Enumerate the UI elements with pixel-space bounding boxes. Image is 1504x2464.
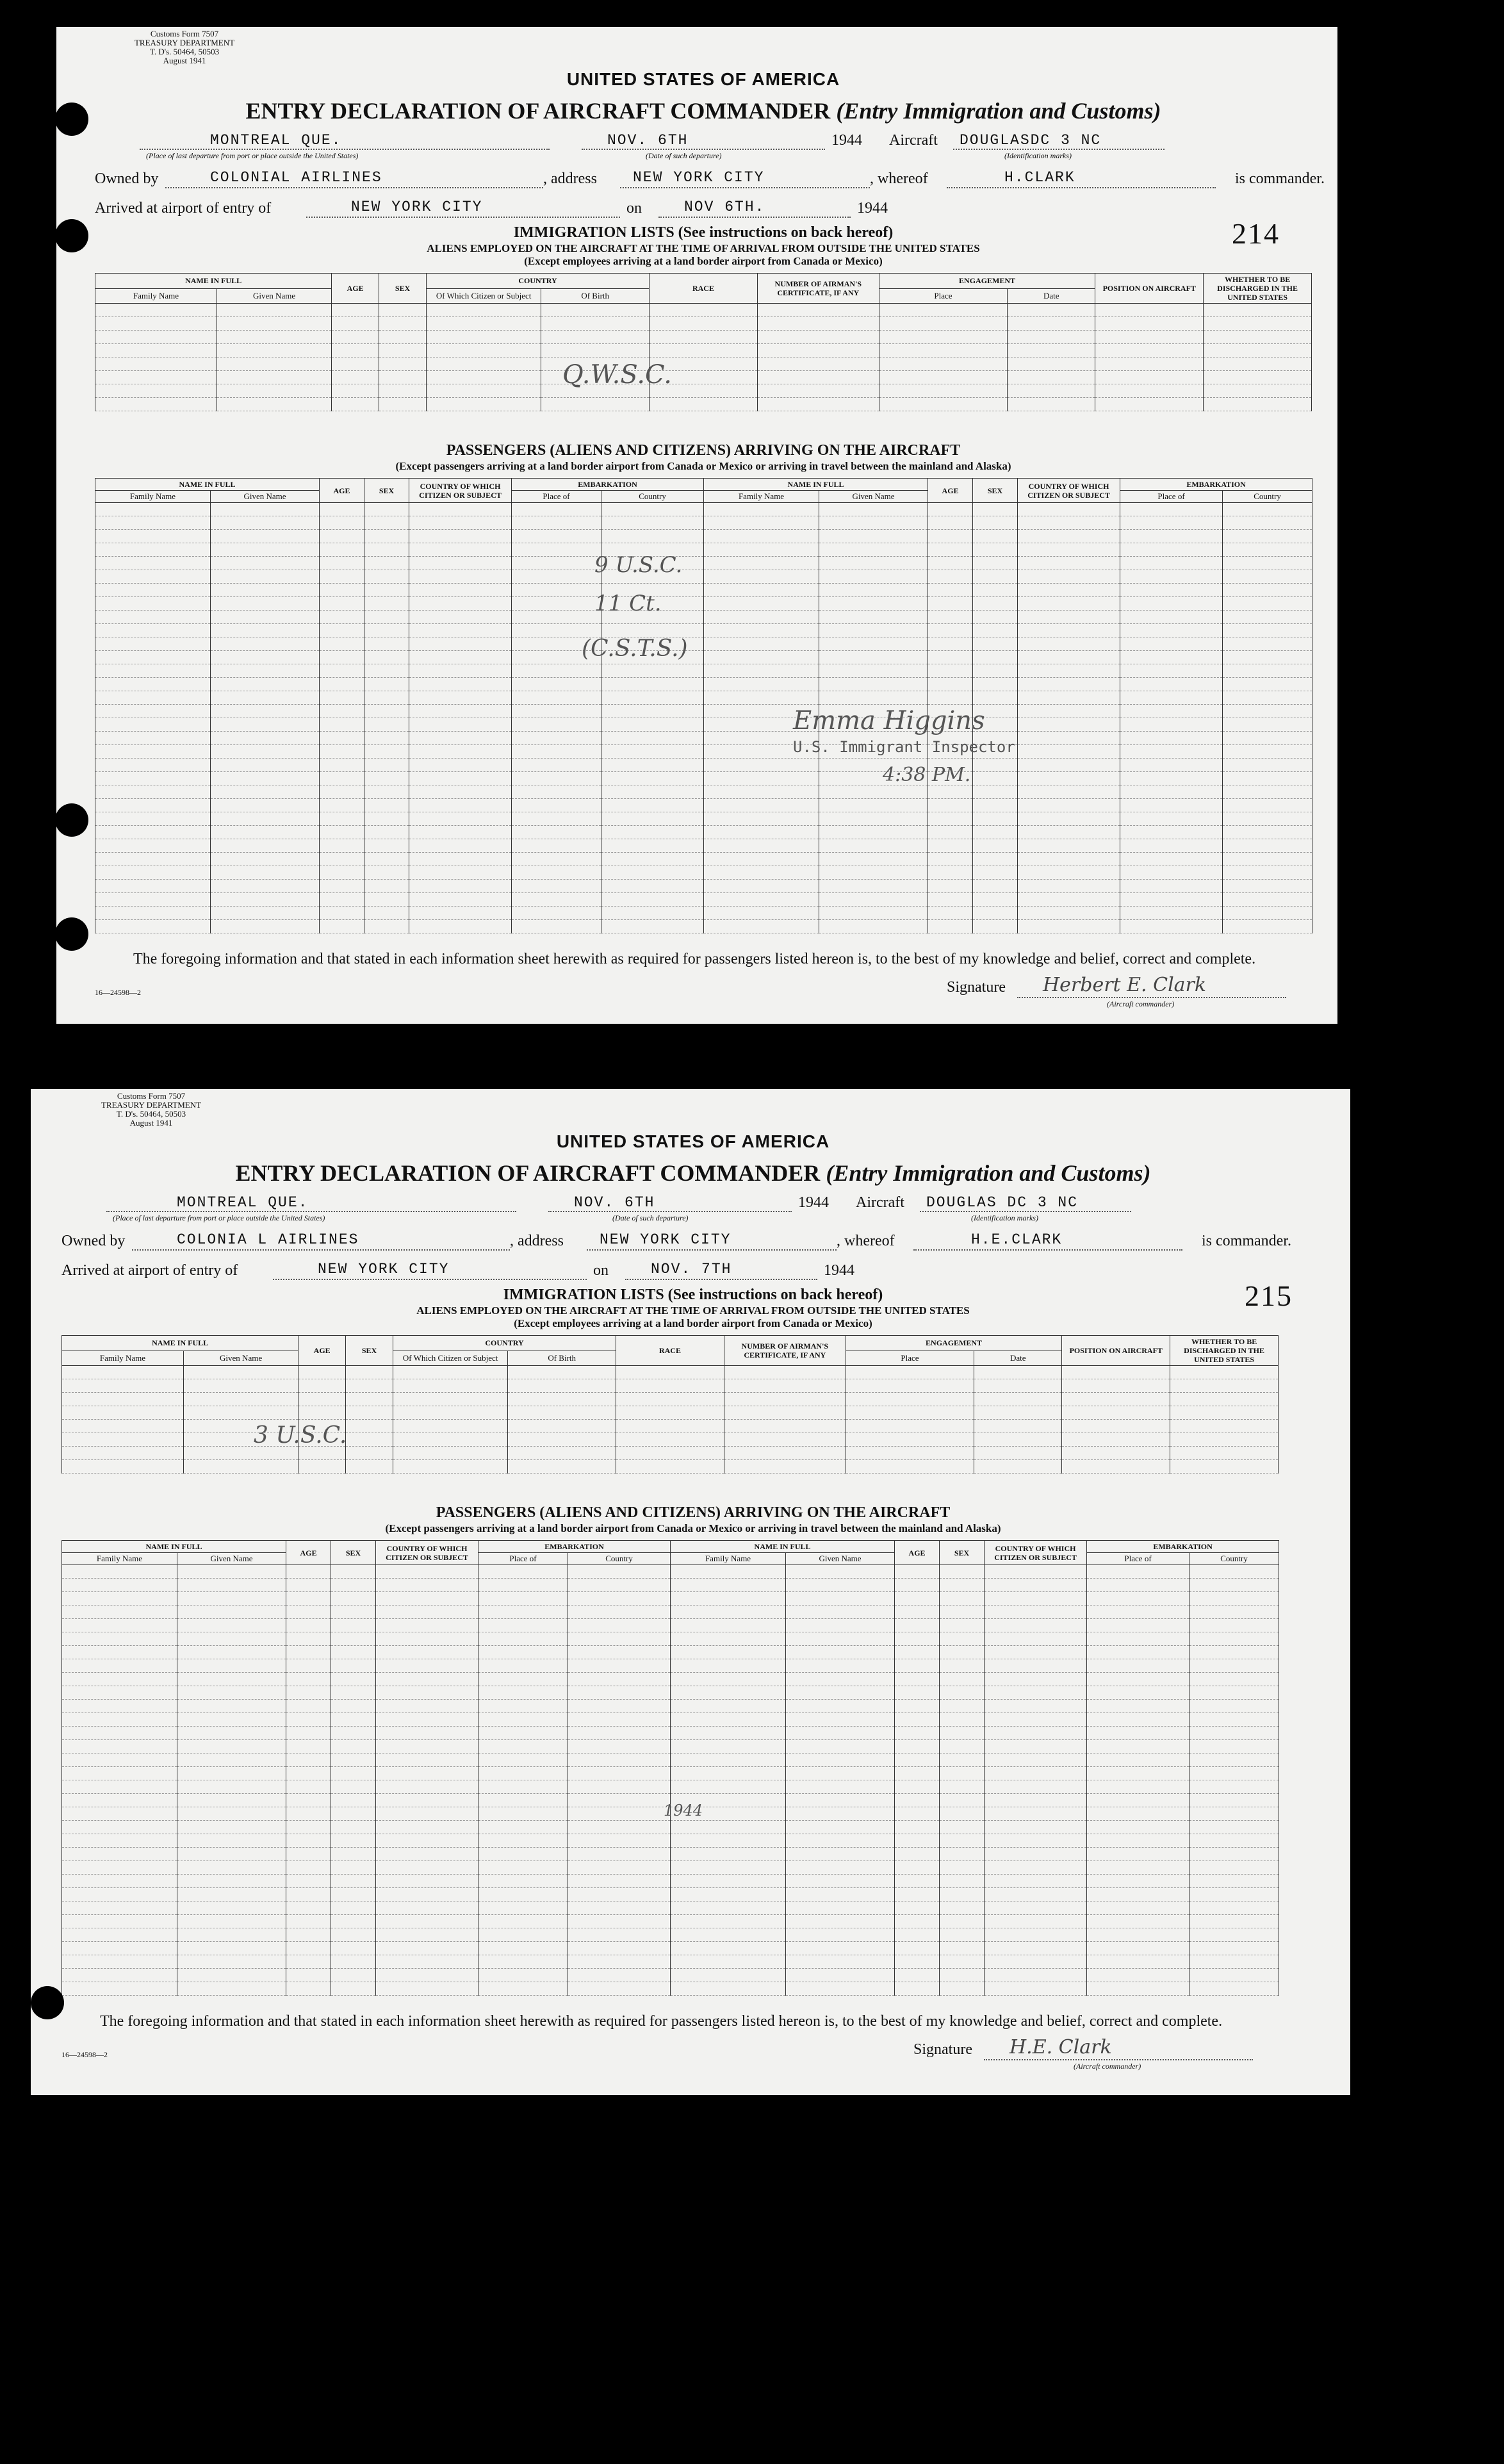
table-row [95,839,1312,853]
age-header: AGE [895,1541,940,1565]
handwritten-note: (C.S.T.S.) [582,636,688,662]
tds-label: T. D's. 50464, 50503 [149,47,220,56]
table-row [95,611,1312,624]
whereof-label: , whereof [870,170,928,187]
page-title [95,97,1312,124]
aircraft-label: Aircraft [889,132,938,149]
owner-field: COLONIAL AIRLINES [210,169,382,186]
position-header: POSITION ON AIRCRAFT [1095,274,1204,304]
race-header: RACE [650,274,758,304]
handwritten-note: 9 U.S.C. [594,552,683,578]
aliens-heading: ALIENS EMPLOYED ON THE AIRCRAFT AT THE TIME OF ARRIVAL FROM OUTSIDE THE UNITED STATES [416,1304,970,1317]
name-in-full-header: NAME IN FULL [95,274,332,289]
table-row [62,1406,1279,1420]
table-row [62,1875,1279,1888]
declaration-form-215 [31,1089,1350,2095]
table-row [62,1379,1279,1393]
table-row [95,772,1312,785]
family-name-header: Family Name [704,491,819,503]
whereof-label: , whereof [837,1233,895,1249]
address-field: NEW YORK CITY [633,169,765,186]
table-row [62,1433,1279,1447]
immigration-lists-heading: IMMIGRATION LISTS (See instructions on back hereof) [503,1286,883,1303]
table-row [62,1579,1279,1592]
table-row [95,880,1312,893]
country-header: COUNTRY [426,274,649,289]
embarkation-header: EMBARKATION [1087,1541,1279,1553]
table-row [62,1460,1279,1474]
name-in-full-header: NAME IN FULL [704,479,928,491]
departure-year: 1944 [798,1194,829,1211]
embark-place-header: Place of [478,1553,568,1565]
table-row [95,503,1312,516]
embark-place-header: Place of [1087,1553,1189,1565]
sex-header: SEX [973,479,1018,503]
handwritten-note: 3 U.S.C. [254,1422,347,1449]
age-header: AGE [286,1541,331,1565]
embark-place-header: Place of [1120,491,1223,503]
embarkation-header: EMBARKATION [1120,479,1312,491]
discharged-header: WHETHER TO BE DISCHARGED IN THE UNITED STATES [1204,274,1312,304]
form-header [81,1092,222,1128]
commander-suffix: is commander. [1202,1233,1291,1249]
table-row [62,1915,1279,1928]
table-row [95,331,1312,344]
country-header: COUNTRY [393,1336,616,1351]
engagement-place-header: Place [846,1351,974,1366]
table-row [95,344,1312,357]
form-number-label: Customs Form 7507 [150,29,219,38]
address-label: , address [510,1233,564,1249]
departure-place-caption: (Place of last departure from port or place outside the United States) [113,1213,325,1222]
engagement-date-header: Date [974,1351,1062,1366]
departure-date-field: NOV. 6TH [607,132,689,149]
handwritten-note: 11 Ct. [594,591,662,616]
aircraft-label: Aircraft [856,1194,904,1211]
age-header: AGE [298,1336,346,1366]
arrived-label: Arrived at airport of entry of [61,1262,238,1279]
name-in-full-header: NAME IN FULL [95,479,320,491]
address-field: NEW YORK CITY [600,1231,732,1248]
name-in-full-header: NAME IN FULL [671,1541,895,1553]
country-citizen-header: COUNTRY OF WHICH CITIZEN OR SUBJECT [985,1541,1087,1565]
table-row [95,920,1312,933]
owned-by-label: Owned by [95,170,159,187]
table-row [62,1767,1279,1780]
sex-header: SEX [346,1336,393,1366]
table-row [62,1619,1279,1632]
certification-text: The foregoing information and that stated in each information sheet herewith as required for passengers listed hereon is, to the best of my knowledge and belief, correct and complete. [100,2013,1223,2030]
position-header: POSITION ON AIRCRAFT [1062,1336,1170,1366]
aircraft-caption: (Identification marks) [1004,151,1072,160]
table-row [95,530,1312,543]
embarkation-header: EMBARKATION [512,479,704,491]
arrival-year: 1944 [857,200,888,217]
table-row [95,799,1312,812]
table-row [95,637,1312,651]
table-row [62,1754,1279,1767]
punch-hole [55,803,88,837]
age-header: AGE [332,274,379,304]
table-row [62,1834,1279,1848]
punch-hole [55,917,88,951]
address-label: , address [543,170,597,187]
owned-by-label: Owned by [61,1233,126,1249]
aircraft-field: DOUGLASDC 3 NC [960,132,1102,149]
table-row [62,1659,1279,1673]
country-citizen-header: COUNTRY OF WHICH CITIZEN OR SUBJECT [1018,479,1120,503]
passengers-subheading: (Except passengers arriving at a land border airport from Canada or Mexico or arriving in travel between the mainland and Alaska) [385,1522,1001,1534]
birth-header: Of Birth [541,288,650,304]
table-row [95,664,1312,678]
passengers-table [95,478,1312,933]
arrival-airport-field: NEW YORK CITY [351,199,483,215]
citizen-header: Of Which Citizen or Subject [426,288,541,304]
punch-hole [31,1986,64,2019]
print-code: 16—24598—2 [61,2050,108,2059]
signature-value: Herbert E. Clark [1043,974,1207,996]
engagement-date-header: Date [1008,288,1095,304]
departure-date-caption: (Date of such departure) [646,151,722,160]
table-row [95,732,1312,745]
aliens-subheading: (Except employees arriving at a land border airport from Canada or Mexico) [514,1317,872,1329]
departure-year: 1944 [831,132,862,149]
table-row [62,1646,1279,1659]
table-row [95,907,1312,920]
citizen-header: Of Which Citizen or Subject [393,1351,507,1366]
form-date-label: August 1941 [163,56,206,65]
departure-date-caption: (Date of such departure) [612,1213,689,1222]
table-row [95,371,1312,384]
race-header: RACE [616,1336,724,1366]
table-row [62,1942,1279,1955]
aliens-table [61,1335,1279,1474]
given-name-header: Given Name [786,1553,895,1565]
family-name-header: Family Name [62,1553,177,1565]
table-row [95,705,1312,718]
passengers-subheading: (Except passengers arriving at a land border airport from Canada or Mexico or arriving in travel between the mainland and Alaska) [395,460,1011,472]
table-row [95,678,1312,691]
table-row [62,1673,1279,1686]
table-row [95,543,1312,557]
table-row [95,584,1312,597]
table-row [62,1686,1279,1700]
given-name-header: Given Name [183,1351,298,1366]
embark-country-header: Country [1189,1553,1279,1565]
signature-caption: (Aircraft commander) [1074,2062,1141,2071]
given-name-header: Given Name [217,288,331,304]
table-row [95,718,1312,732]
treasury-label: TREASURY DEPARTMENT [134,38,235,47]
embark-place-header: Place of [512,491,601,503]
arrival-date-field: NOV. 7TH [651,1261,732,1277]
sex-header: SEX [940,1541,985,1565]
table-row [95,651,1312,664]
table-row [95,557,1312,570]
country-citizen-header: COUNTRY OF WHICH CITIZEN OR SUBJECT [409,479,512,503]
sex-header: SEX [379,274,427,304]
commander-field: H.E.CLARK [971,1231,1063,1248]
passengers-heading: PASSENGERS (ALIENS AND CITIZENS) ARRIVING ON THE AIRCRAFT [446,442,961,459]
table-row [62,1848,1279,1861]
commander-field: H.CLARK [1004,169,1075,186]
title-main: ENTRY DECLARATION OF AIRCRAFT COMMANDER [235,1160,821,1186]
table-row [95,398,1312,411]
table-row [62,1888,1279,1901]
table-row [62,1592,1279,1606]
commander-suffix: is commander. [1235,170,1325,187]
country-title: UNITED STATES OF AMERICA [566,69,840,89]
table-row [62,1969,1279,1982]
age-header: AGE [928,479,973,503]
aircraft-field: DOUGLAS DC 3 NC [926,1194,1079,1211]
table-row [62,1713,1279,1727]
family-name-header: Family Name [62,1351,184,1366]
immigration-lists-heading: IMMIGRATION LISTS (See instructions on back hereof) [513,224,894,241]
family-name-header: Family Name [95,491,211,503]
table-row [95,826,1312,839]
embarkation-header: EMBARKATION [478,1541,671,1553]
birth-header: Of Birth [508,1351,616,1366]
sex-header: SEX [331,1541,376,1565]
signature-caption: (Aircraft commander) [1107,999,1175,1008]
airman-cert-header: NUMBER OF AIRMAN'S CERTIFICATE, IF ANY [724,1336,846,1366]
aliens-table [95,273,1312,411]
table-row [95,866,1312,880]
table-row [95,516,1312,530]
aircraft-caption: (Identification marks) [971,1213,1038,1222]
declaration-form-214 [56,27,1337,1024]
table-row [95,304,1312,317]
on-label: on [593,1262,609,1279]
family-name-header: Family Name [95,288,217,304]
table-row [62,1901,1279,1915]
inspector-signature: Emma Higgins [793,706,985,735]
table-row [62,1955,1279,1969]
tds-label: T. D's. 50464, 50503 [116,1109,186,1119]
sex-header: SEX [364,479,409,503]
embark-country-header: Country [1223,491,1312,503]
passengers-heading: PASSENGERS (ALIENS AND CITIZENS) ARRIVING ON THE AIRCRAFT [436,1504,951,1521]
handwritten-note: 1944 [664,1802,703,1819]
inspection-time: 4:38 PM. [883,764,971,786]
form-serial-number: 214 [1232,217,1280,250]
country-citizen-header: COUNTRY OF WHICH CITIZEN OR SUBJECT [376,1541,478,1565]
arrival-date-field: NOV 6TH. [684,199,765,215]
arrived-label: Arrived at airport of entry of [95,200,272,217]
country-title: UNITED STATES OF AMERICA [556,1131,830,1151]
aliens-heading: ALIENS EMPLOYED ON THE AIRCRAFT AT THE TIME OF ARRIVAL FROM OUTSIDE THE UNITED STATES [427,242,980,254]
departure-date-field: NOV. 6TH [574,1194,655,1211]
table-row [62,1780,1279,1794]
age-header: AGE [320,479,364,503]
departure-place-field: MONTREAL QUE. [210,132,342,149]
punch-hole [55,219,88,252]
signature-label: Signature [947,979,1006,996]
certification-text: The foregoing information and that stated in each information sheet herewith as required for passengers listed hereon is, to the best of my knowledge and belief, correct and complete. [133,951,1256,967]
form-serial-number: 215 [1245,1279,1293,1312]
embark-country-header: Country [601,491,704,503]
title-paren: (Entry Immigration and Customs) [836,98,1161,124]
table-row [95,745,1312,759]
table-row [95,853,1312,866]
table-row [95,691,1312,705]
given-name-header: Given Name [819,491,928,503]
page-title [61,1160,1325,1187]
name-in-full-header: NAME IN FULL [62,1336,298,1351]
table-row [62,1740,1279,1754]
table-row [62,1632,1279,1646]
table-row [62,1420,1279,1433]
given-name-header: Given Name [211,491,320,503]
signature-label: Signature [913,2041,972,2058]
engagement-place-header: Place [879,288,1007,304]
table-row [95,597,1312,611]
table-row [95,384,1312,398]
table-row [95,570,1312,584]
table-row [95,812,1312,826]
table-row [95,624,1312,637]
table-row [62,1982,1279,1996]
form-date-label: August 1941 [129,1118,173,1128]
table-row [62,1393,1279,1406]
table-row [62,1565,1279,1579]
discharged-header: WHETHER TO BE DISCHARGED IN THE UNITED STATES [1170,1336,1279,1366]
arrival-year: 1944 [824,1262,854,1279]
engagement-header: ENGAGEMENT [846,1336,1062,1351]
passengers-table [61,1540,1279,1996]
table-row [95,785,1312,799]
arrival-airport-field: NEW YORK CITY [318,1261,450,1277]
punch-hole [55,103,88,136]
aliens-subheading: (Except employees arriving at a land border airport from Canada or Mexico) [524,255,883,267]
treasury-label: TREASURY DEPARTMENT [101,1100,202,1110]
signature-value: H.E. Clark [1009,2036,1112,2058]
engagement-header: ENGAGEMENT [879,274,1095,289]
airman-cert-header: NUMBER OF AIRMAN'S CERTIFICATE, IF ANY [757,274,879,304]
table-row [62,1928,1279,1942]
form-header [114,29,255,65]
given-name-header: Given Name [177,1553,286,1565]
embark-country-header: Country [568,1553,671,1565]
departure-place-caption: (Place of last departure from port or place outside the United States) [146,151,359,160]
departure-place-field: MONTREAL QUE. [177,1194,309,1211]
table-row [95,893,1312,907]
inspector-stamp: U.S. Immigrant Inspector [793,738,1015,756]
table-row [62,1700,1279,1713]
table-row [62,1821,1279,1834]
table-row [62,1606,1279,1619]
name-in-full-header: NAME IN FULL [62,1541,286,1553]
owner-field: COLONIA L AIRLINES [177,1231,359,1248]
table-row [62,1861,1279,1875]
family-name-header: Family Name [671,1553,786,1565]
title-main: ENTRY DECLARATION OF AIRCRAFT COMMANDER [245,98,831,124]
title-paren: (Entry Immigration and Customs) [826,1160,1151,1186]
print-code: 16—24598—2 [95,988,141,997]
table-row [62,1727,1279,1740]
table-row [62,1447,1279,1460]
handwritten-note: Q.W.S.C. [562,360,672,390]
table-row [62,1366,1279,1379]
table-row [95,759,1312,772]
table-row [95,317,1312,331]
table-row [95,357,1312,371]
on-label: on [626,200,642,217]
form-number-label: Customs Form 7507 [117,1091,186,1101]
